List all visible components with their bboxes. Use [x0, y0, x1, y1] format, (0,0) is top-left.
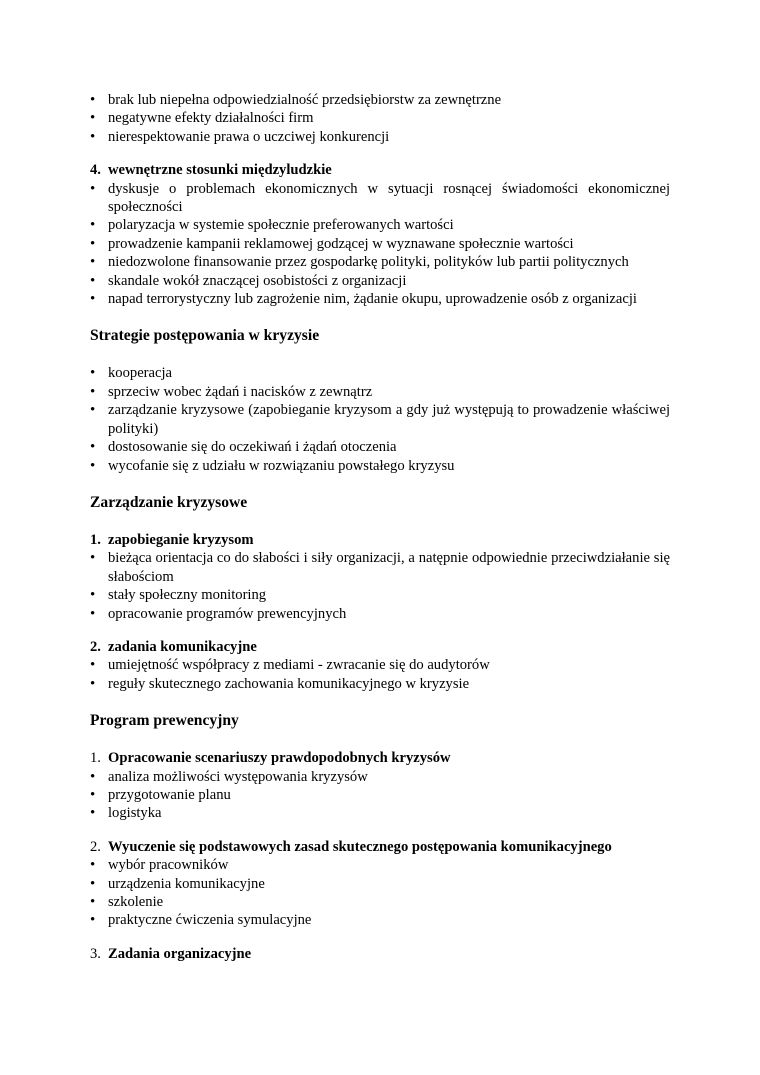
item-number: 1. [90, 531, 101, 548]
item-number: 3. [90, 945, 101, 962]
crisis-item-1-bullets [90, 549, 670, 623]
crisis-item-2-title [90, 638, 670, 656]
section-title: wewnętrzne stosunki międzyludzkie [108, 162, 332, 179]
section-number: 4. [90, 162, 101, 179]
list-item: • szkolenie [90, 893, 670, 911]
list-item: • zarządzanie kryzysowe (zapobieganie kryzysom a gdy już występują to prowadzenie właściwej polityki) [90, 401, 670, 438]
list-item: • urządzenia komunikacyjne [90, 875, 670, 893]
prevention-heading: Program prewencyjny [90, 712, 239, 730]
list-item: • dostosowanie się do oczekiwań i żądań otoczenia [90, 438, 670, 456]
strategies-heading: Strategie postępowania w kryzysie [90, 327, 320, 345]
crisis-item-1-title [90, 531, 670, 549]
list-item: • kooperacja [90, 364, 670, 382]
list-item: • praktyczne ćwiczenia symulacyjne [90, 911, 670, 929]
list-item: • napad terrorystyczny lub zagrożenie nim, żądanie okupu, uprowadzenie osób z organizacji [90, 290, 670, 308]
list-item: • wybór pracowników [90, 856, 670, 874]
strategies-bullet-list [90, 364, 670, 474]
list-item: • nierespektowanie prawa o uczciwej konkurencji [90, 128, 670, 146]
list-item: • przygotowanie planu [90, 786, 670, 804]
prevention-item-2-bullets [90, 856, 670, 930]
list-item: • bieżąca orientacja co do słabości i siły organizacji, a natępnie odpowiednie przeciwdziałanie się słabościom [90, 549, 670, 586]
list-item: • analiza możliwości występowania kryzysów [90, 768, 670, 786]
prevention-item-1-bullets [90, 768, 670, 823]
list-item: • dyskusje o problemach ekonomicznych w sytuacji rosnącej świadomości ekonomicznej społeczności [90, 180, 670, 217]
list-item: • negatywne efekty działalności firm [90, 109, 670, 127]
item-title: Opracowanie scenariuszy prawdopodobnych kryzysów [108, 750, 451, 767]
item-number: 2. [90, 838, 101, 855]
list-item: • opracowanie programów prewencyjnych [90, 605, 670, 623]
list-item: • stały społeczny monitoring [90, 586, 670, 604]
prevention-item-3-title [90, 945, 670, 963]
document-body [90, 91, 670, 963]
list-item: • sprzeciw wobec żądań i nacisków z zewnątrz [90, 383, 670, 401]
list-item: • brak lub niepełna odpowiedzialność przedsiębiorstw za zewnętrzne [90, 91, 670, 109]
item-number: 1. [90, 750, 101, 767]
list-item: • wycofanie się z udziału w rozwiązaniu powstałego kryzysu [90, 457, 670, 475]
section-4-title [90, 161, 670, 179]
section-4-bullet-list [90, 180, 670, 309]
prevention-item-1-title [90, 749, 670, 767]
list-item: • umiejętność współpracy z mediami - zwracanie się do audytorów [90, 656, 670, 674]
prevention-item-2-title [90, 838, 670, 856]
item-title: Wyuczenie się podstawowych zasad skutecznego postępowania komunikacyjnego [108, 838, 612, 855]
item-number: 2. [90, 638, 101, 655]
list-item: • polaryzacja w systemie społecznie preferowanych wartości [90, 216, 670, 234]
list-item: • reguły skutecznego zachowania komunikacyjnego w kryzysie [90, 675, 670, 693]
list-item: • skandale wokół znaczącej osobistości z organizacji [90, 272, 670, 290]
list-item: • logistyka [90, 804, 670, 822]
item-title: zapobieganie kryzysom [108, 531, 254, 548]
crisis-management-heading: Zarządzanie kryzysowe [90, 493, 248, 511]
crisis-item-2-bullets [90, 656, 670, 693]
list-item: • prowadzenie kampanii reklamowej godzącej w wyznawane społecznie wartości [90, 235, 670, 253]
list-item: • niedozwolone finansowanie przez gospodarkę polityki, polityków lub partii politycznych [90, 253, 670, 271]
item-title: Zadania organizacyjne [108, 945, 252, 962]
item-title: zadania komunikacyjne [108, 638, 257, 655]
intro-bullet-list [90, 91, 670, 146]
